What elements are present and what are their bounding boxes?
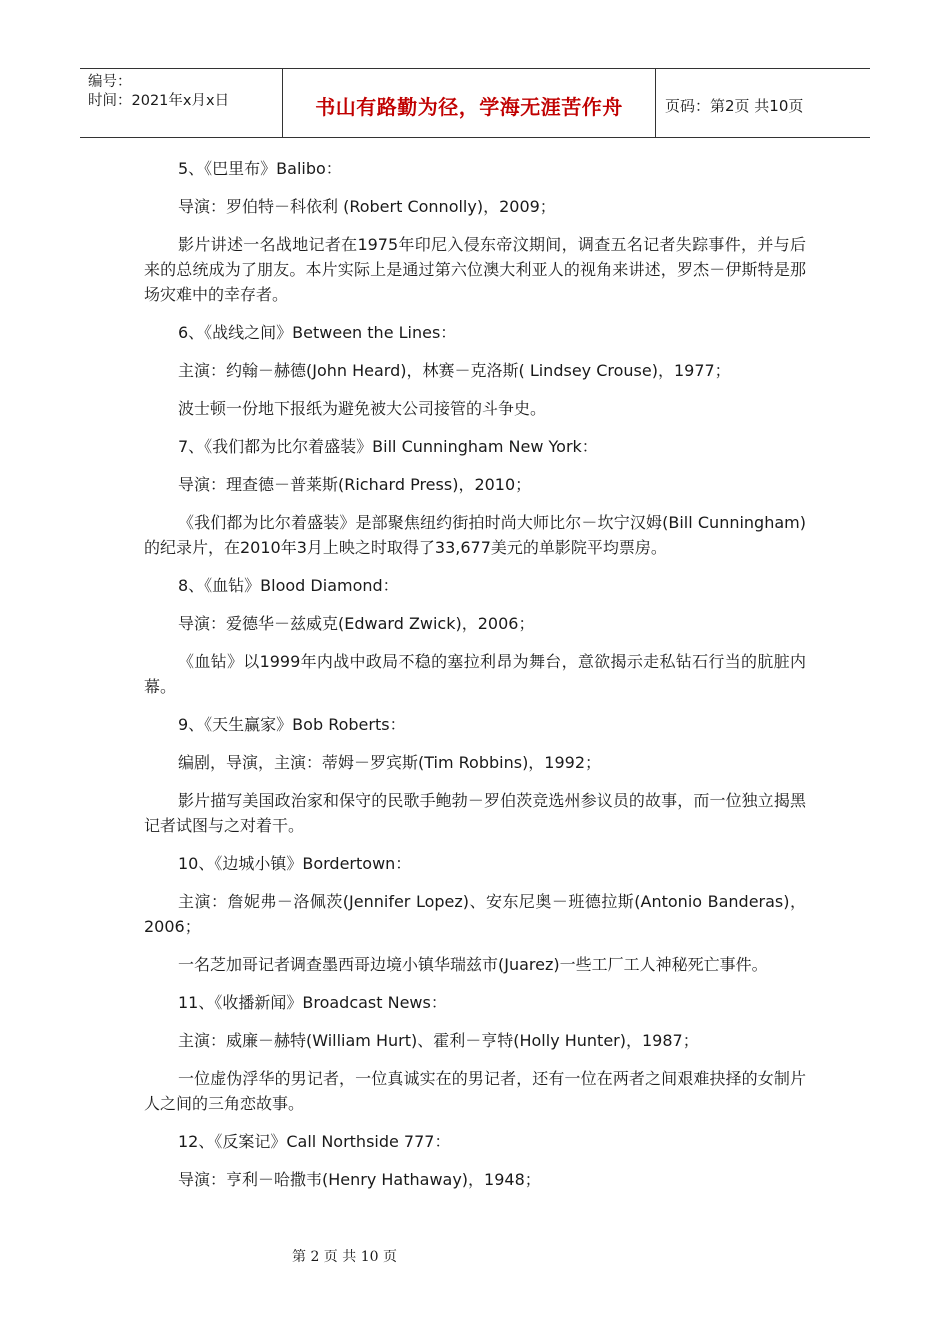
body-paragraph: 主演：约翰－赫德(John Heard)，林赛－克洛斯( Lindsey Crouse)，1977； bbox=[178, 361, 731, 380]
body-paragraph: 5、《巴里布》Balibo： bbox=[178, 159, 342, 178]
body-paragraph: 导演：理查德－普莱斯(Richard Press)，2010； bbox=[178, 475, 532, 494]
body-paragraph: 影片描写美国政治家和保守的民歌手鲍勃－罗伯茨竞选州参议员的故事，而一位独立揭黑记者试图与之对着干。 bbox=[144, 791, 806, 835]
body-paragraph: 波士顿一份地下报纸为避免被大公司接管的斗争史。 bbox=[178, 399, 547, 418]
body-paragraph: 《血钻》以1999年内战中政局不稳的塞拉利昂为舞台，意欲揭示走私钻石行当的肮脏内幕。 bbox=[144, 652, 806, 696]
body-paragraph: 导演：罗伯特－科依利 (Robert Connolly)，2009； bbox=[178, 197, 556, 216]
header-meta bbox=[80, 69, 282, 137]
body-paragraph: 11、《收播新闻》Broadcast News： bbox=[178, 993, 447, 1012]
body-paragraph: 导演：亨利－哈撒韦(Henry Hathaway)，1948； bbox=[178, 1170, 541, 1189]
body-paragraph: 编剧，导演，主演：蒂姆－罗宾斯(Tim Robbins)，1992； bbox=[178, 753, 602, 772]
body-paragraph: 主演：威廉－赫特(William Hurt)、霍利－亨特(Holly Hunter)，1987； bbox=[178, 1031, 699, 1050]
footer-page-number: 第 2 页 共 10 页 bbox=[292, 1249, 397, 1265]
body-paragraph: 影片讲述一名战地记者在1975年印尼入侵东帝汶期间，调查五名记者失踪事件，并与后来的总统成为了朋友。本片实际上是通过第六位澳大利亚人的视角来讲述，罗杰－伊斯特是那场灾难中的幸存者。 bbox=[144, 235, 806, 304]
body-paragraph: 12、《反案记》Call Northside 777： bbox=[178, 1132, 451, 1151]
document-body bbox=[144, 156, 806, 1205]
body-paragraph: 《我们都为比尔着盛装》是部聚焦纽约街拍时尚大师比尔－坎宁汉姆(Bill Cunningham)的纪录片，在2010年3月上映之时取得了33,677美元的单影院平均票房。 bbox=[144, 513, 806, 557]
body-paragraph: 7、《我们都为比尔着盛装》Bill Cunningham New York： bbox=[178, 437, 598, 456]
document-date: 时间：2021年x月x日 bbox=[88, 93, 230, 109]
page-footer bbox=[0, 1246, 950, 1266]
header-motto: 书山有路勤为径，学海无涯苦作舟 bbox=[282, 69, 656, 137]
body-paragraph: 6、《战线之间》Between the Lines： bbox=[178, 323, 457, 342]
document-number-label: 编号： bbox=[88, 74, 132, 90]
body-paragraph: 10、《边城小镇》Bordertown： bbox=[178, 854, 412, 873]
body-paragraph: 一位虚伪浮华的男记者，一位真诚实在的男记者，还有一位在两者之间艰难抉择的女制片人之间的三角恋故事。 bbox=[144, 1069, 806, 1113]
body-paragraph: 9、《天生赢家》Bob Roberts： bbox=[178, 715, 406, 734]
body-paragraph: 主演：詹妮弗－洛佩茨(Jennifer Lopez)、安东尼奥－班德拉斯(Antonio Banderas)，2006； bbox=[144, 892, 806, 936]
body-paragraph: 一名芝加哥记者调查墨西哥边境小镇华瑞兹市(Juarez)一些工厂工人神秘死亡事件。 bbox=[178, 955, 768, 974]
body-paragraph: 8、《血钻》Blood Diamond： bbox=[178, 576, 399, 595]
page-header bbox=[80, 68, 870, 138]
body-paragraph: 导演：爱德华－兹威克(Edward Zwick)，2006； bbox=[178, 614, 535, 633]
header-page-info: 页码：第2页 共10页 bbox=[665, 96, 804, 115]
